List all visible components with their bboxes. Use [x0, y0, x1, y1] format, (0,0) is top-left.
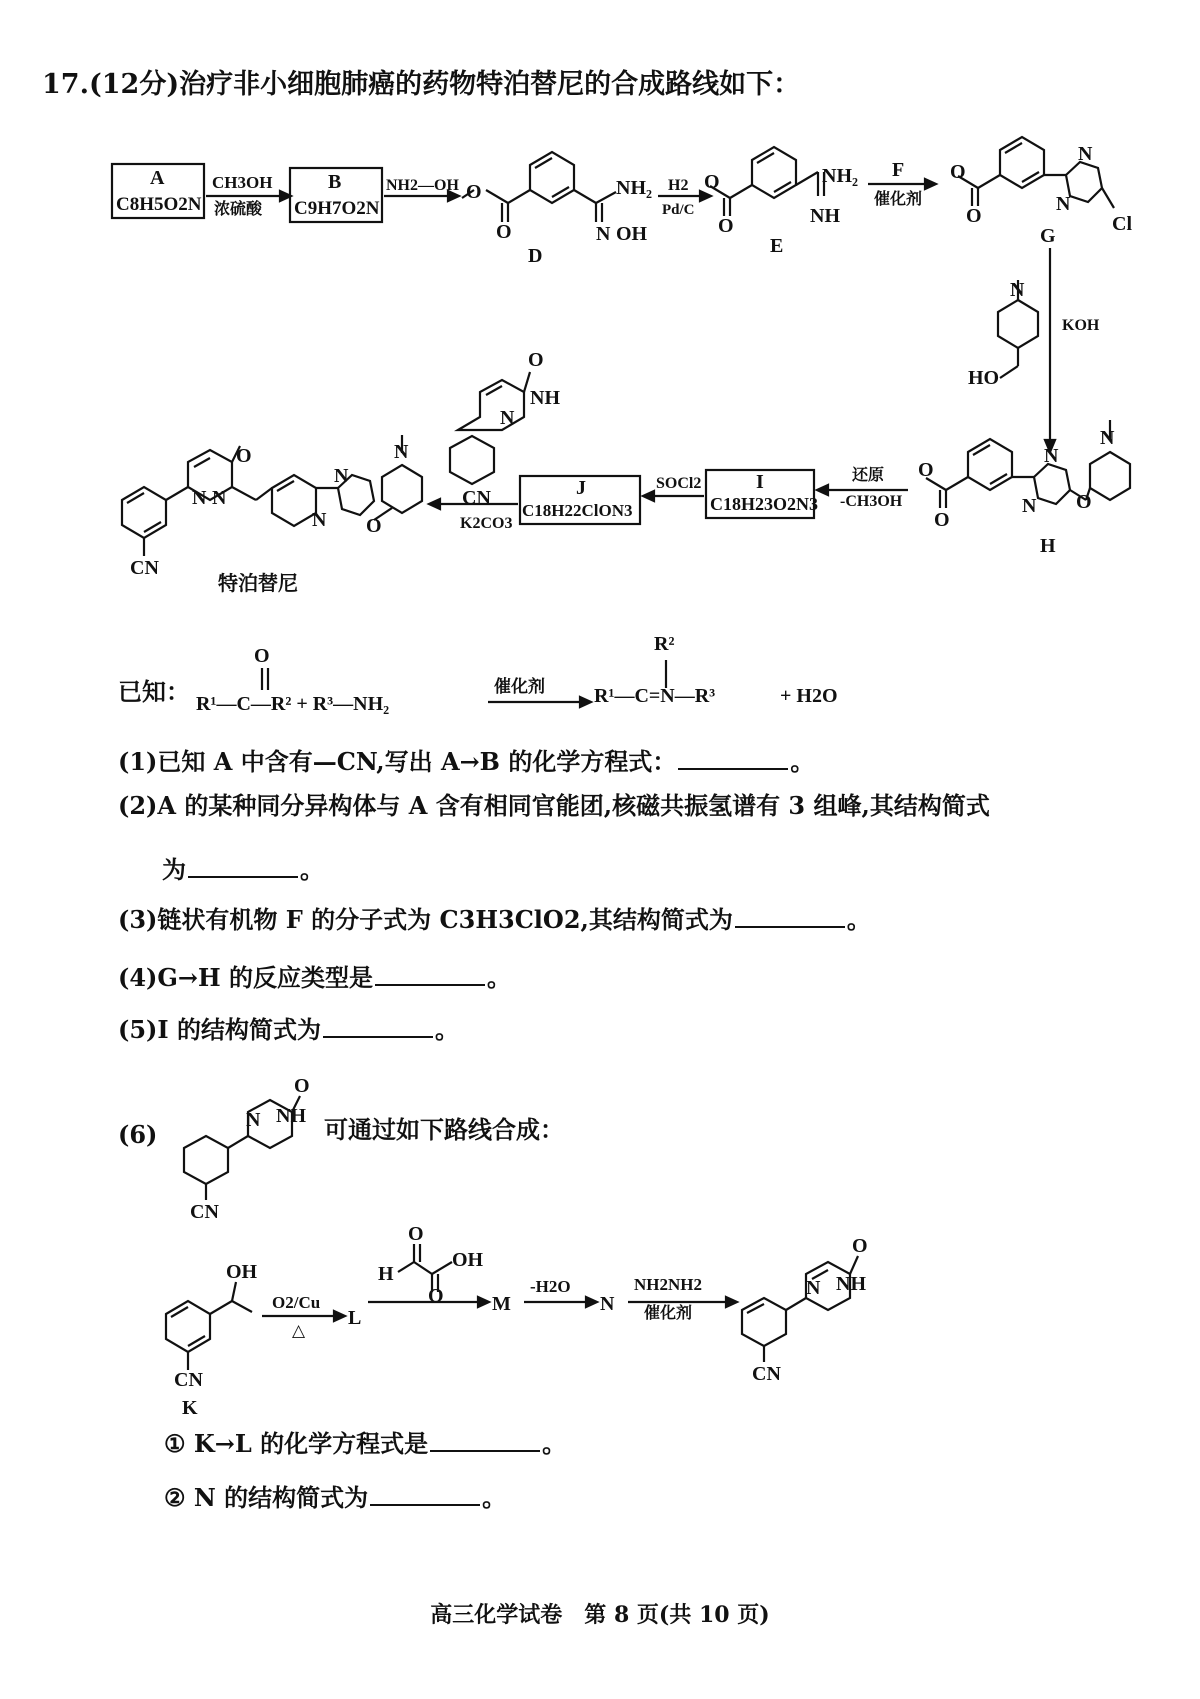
- p6p-atom-O: O: [852, 1235, 868, 1257]
- K-atom-OH: OH: [226, 1261, 258, 1283]
- label-A: A: [150, 167, 165, 189]
- atom-N-H2: N: [1022, 495, 1037, 517]
- subq2b-text: 为: [162, 855, 186, 884]
- subq5-end: 。: [435, 1015, 459, 1044]
- K-atom-CN: CN: [174, 1369, 203, 1391]
- reagent-D-E-bottom: Pd/C: [662, 202, 695, 218]
- reagent-J-product: K2CO3: [460, 515, 513, 532]
- atom-O-G2: O: [966, 205, 982, 227]
- reagent-G-H: KOH: [1062, 317, 1100, 334]
- atom-NOH-D: N: [596, 223, 611, 245]
- known-R2-top: R²: [654, 633, 675, 655]
- reagent-M-N: -H2O: [530, 1277, 571, 1296]
- atom-N-prod1: N: [192, 487, 207, 509]
- question-points: (12分): [88, 69, 180, 100]
- label-N: N: [600, 1293, 615, 1315]
- label-G: G: [1040, 225, 1056, 247]
- gly-atom-O1: O: [408, 1223, 424, 1245]
- reagent-A-B-bottom: 浓硫酸: [214, 201, 263, 218]
- atom-O-D2: O: [496, 221, 512, 243]
- subquestion-6-num: (6): [118, 1120, 158, 1149]
- atom-N-pip1: N: [1010, 279, 1025, 301]
- subq4-end: 。: [487, 963, 512, 992]
- subq1-end: 。: [790, 747, 815, 776]
- label-J: J: [576, 477, 586, 499]
- subq1-text: (1)已知 A 中含有—CN,写出 A→B 的化学方程式：: [118, 747, 677, 776]
- known-water: + H2O: [780, 685, 838, 707]
- p6p-atom-N: N: [806, 1277, 821, 1299]
- p6-atom-CN: CN: [190, 1201, 219, 1223]
- known-R1: R¹—C—R² + R³—NH₂: [196, 693, 390, 715]
- reagent-H-I-bottom: -CH3OH: [840, 493, 903, 510]
- reagent-K-L-top: O2/Cu: [272, 1293, 321, 1312]
- question-stem: 治疗非小细胞肺癌的药物特泊替尼的合成路线如下：: [179, 69, 801, 100]
- reagent-E-G-top: F: [892, 159, 905, 181]
- known-product: R¹—C=N—R³: [594, 685, 716, 707]
- answer-blank-1[interactable]: [678, 746, 788, 770]
- atom-O-reagent: O: [528, 349, 544, 371]
- label-D: D: [528, 245, 543, 267]
- label-L: L: [348, 1307, 362, 1329]
- reagent-I-J: SOCl2: [656, 475, 702, 492]
- reagent-N-top: NH2NH2: [634, 1275, 702, 1294]
- subquestion-2-cont: [162, 850, 324, 885]
- subquestion-6-1: [164, 1424, 566, 1459]
- subq3-text: (3)链状有机物 F 的分子式为 C3H3ClO2,其结构简式为: [118, 905, 733, 934]
- atom-O-D1: O: [466, 181, 482, 203]
- reagent-B-D: NH2—OH: [386, 177, 459, 194]
- subq6-2-text: ② N 的结构简式为: [164, 1483, 369, 1512]
- atom-NH-E: NH: [810, 205, 840, 227]
- answer-blank-5[interactable]: [323, 1014, 433, 1038]
- subq4-text: (4)G→H 的反应类型是: [118, 963, 374, 992]
- atom-N-reagent: N: [500, 407, 515, 429]
- structure-glyoxylic-acid: [398, 1244, 452, 1292]
- formula-B: C9H7O2N: [294, 198, 380, 219]
- known-prefix: 已知：: [118, 677, 190, 706]
- atom-NH2-E: NH₂: [822, 165, 858, 187]
- atom-N-prod4: N: [312, 509, 327, 531]
- answer-blank-6-1[interactable]: [430, 1428, 540, 1452]
- p6p-atom-CN: CN: [752, 1363, 781, 1385]
- p6p-atom-NH: NH: [836, 1273, 866, 1295]
- atom-N-H1: N: [1044, 445, 1059, 467]
- answer-blank-2[interactable]: [188, 854, 298, 878]
- subquestion-3: [118, 900, 871, 935]
- formula-A: C8H5O2N: [116, 194, 202, 215]
- structure-E: [710, 147, 824, 216]
- atom-O-G1: O: [950, 161, 966, 183]
- atom-OH-D: OH: [616, 223, 648, 245]
- atom-O-prod2: O: [366, 515, 382, 537]
- subquestion-1: [118, 742, 814, 777]
- p6-atom-N: N: [246, 1109, 261, 1131]
- product-name: 特泊替尼: [218, 573, 298, 595]
- subq5-text: (5)I 的结构简式为: [118, 1015, 321, 1044]
- gly-atom-O2: O: [428, 1285, 444, 1307]
- formula-J: C18H22ClON3: [522, 501, 633, 520]
- page-footer: 高三化学试卷 第 8 页(共 10 页): [430, 1602, 770, 1628]
- atom-N-prod2: N: [212, 487, 227, 509]
- gly-atom-OH: OH: [452, 1249, 484, 1271]
- question-number: 17.: [42, 69, 89, 100]
- subquestion-4: [118, 958, 511, 993]
- subq6-1-end: 。: [542, 1429, 567, 1458]
- structure-D: [462, 152, 616, 222]
- label-I: I: [756, 471, 764, 493]
- atom-N-H3: N: [1100, 427, 1115, 449]
- label-K: K: [182, 1397, 198, 1419]
- known-reagent: 催化剂: [494, 677, 545, 696]
- subq2-text: (2)A 的某种同分异构体与 A 含有相同官能团,核磁共振氢谱有 3 组峰,其结构简式: [118, 791, 990, 820]
- label-E: E: [770, 235, 784, 257]
- structure-pyridazinone-reagent: [450, 372, 530, 484]
- reagent-K-L-bottom: △: [292, 1321, 306, 1340]
- answer-blank-6-2[interactable]: [370, 1482, 480, 1506]
- structure-part6-product: [742, 1256, 858, 1362]
- subq6-1-text: ① K→L 的化学方程式是: [164, 1429, 429, 1458]
- reagent-A-B-top: CH3OH: [212, 173, 273, 192]
- subquestion-5: [118, 1010, 459, 1045]
- reagent-E-G-bottom: 催化剂: [874, 191, 923, 208]
- subquestion-2: [118, 786, 990, 821]
- subq3-end: 。: [846, 905, 871, 934]
- label-M: M: [492, 1293, 511, 1315]
- p6-atom-O: O: [294, 1075, 310, 1097]
- p6-atom-NH: NH: [276, 1105, 306, 1127]
- atom-N-G2: N: [1056, 193, 1071, 215]
- atom-NH2-D: NH₂: [616, 177, 652, 199]
- atom-O-H3: O: [1076, 491, 1092, 513]
- label-B: B: [328, 171, 342, 193]
- reagent-N-bottom: 催化剂: [644, 1305, 693, 1322]
- atom-N-prod5: N: [394, 441, 409, 463]
- known-O: O: [254, 645, 270, 667]
- atom-HO-pip: HO: [968, 367, 1000, 389]
- gly-atom-H: H: [378, 1263, 394, 1285]
- atom-O-E2: O: [718, 215, 734, 237]
- subq2b-end: 。: [300, 855, 324, 884]
- atom-O-H2: O: [934, 509, 950, 531]
- atom-O-H1: O: [918, 459, 934, 481]
- atom-O-E1: O: [704, 171, 720, 193]
- atom-CN-reagent: CN: [462, 487, 491, 509]
- atom-O-prod: O: [236, 445, 252, 467]
- reagent-D-E-top: H2: [668, 177, 689, 194]
- atom-N-prod3: N: [334, 465, 349, 487]
- reagent-H-I-top: 还原: [852, 467, 885, 484]
- subquestion-6-2: [164, 1478, 506, 1513]
- atom-N-G1: N: [1078, 143, 1093, 165]
- answer-blank-3[interactable]: [735, 904, 845, 928]
- structure-tepotinib: [122, 435, 422, 556]
- subquestion-6-intro: 可通过如下路线合成：: [324, 1115, 564, 1144]
- atom-CN-prod: CN: [130, 557, 159, 579]
- atom-Cl-G: Cl: [1112, 213, 1132, 235]
- label-H: H: [1040, 535, 1056, 557]
- formula-I: C18H23O2N3: [710, 494, 818, 514]
- structure-K: [166, 1282, 252, 1370]
- subq6-2-end: 。: [482, 1483, 507, 1512]
- atom-NH-reagent: NH: [530, 387, 560, 409]
- answer-blank-4[interactable]: [375, 962, 485, 986]
